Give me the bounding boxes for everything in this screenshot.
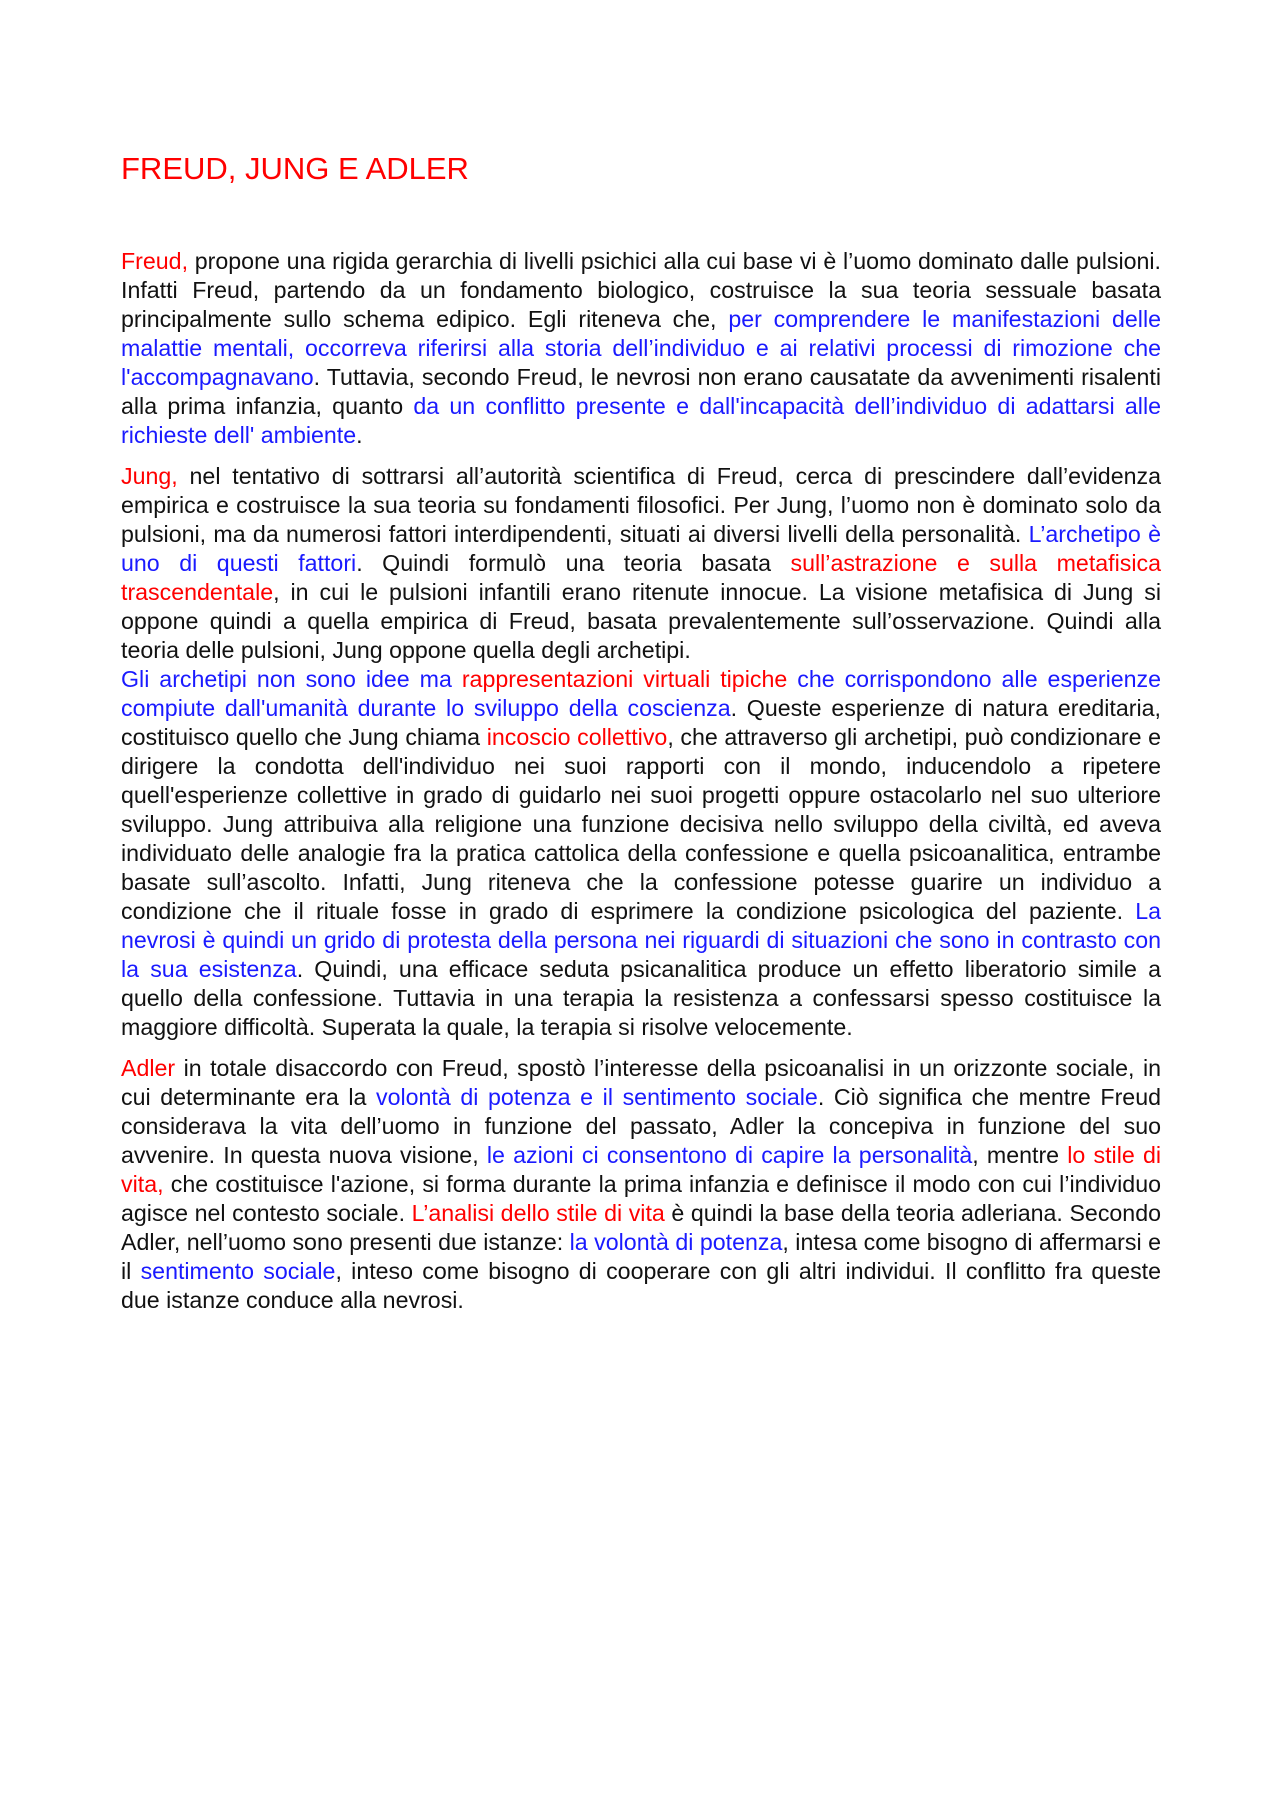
text-segment: rappresentazioni virtuali tipiche bbox=[461, 666, 788, 693]
text-segment: L’archetipo è uno di questi fattori bbox=[121, 521, 1161, 577]
text-segment: incoscio collettivo bbox=[486, 724, 668, 751]
text-segment: . Queste esperienze di natura ereditaria, costituisco quello che Jung chiama bbox=[121, 695, 1161, 751]
document-page bbox=[121, 150, 1161, 1327]
text-segment: propone una rigida gerarchia di livelli psichici alla cui base vi è l’uomo dominato dalle pulsioni. Infatti Freud, partendo da un fondamento biologico, costruisce la sua teoria sessuale basata principalmente sullo schema edipico. Egli riteneva che, bbox=[121, 248, 1161, 333]
text-segment: lo stile di vita, bbox=[121, 1142, 1161, 1198]
paragraph-freud bbox=[121, 247, 1161, 450]
text-segment: Freud, bbox=[121, 248, 189, 275]
text-segment: , intesa come bisogno di affermarsi e il bbox=[121, 1229, 1161, 1285]
paragraph-jung-archetypes bbox=[121, 665, 1161, 1042]
text-segment: , inteso come bisogno di cooperare con gli altri individui. Il conflitto fra queste due istanze conduce alla nevrosi. bbox=[121, 1258, 1161, 1314]
text-segment: , che attraverso gli archetipi, può condizionare e dirigere la condotta dell'individuo nei suoi rapporti con il mondo, inducendolo a ripetere quell'esperienze collettive in grado di guidarlo nei suoi progetti oppure ostacolarlo nel suo ulteriore sviluppo. Jung attribuiva alla religione una funzione decisiva nello sviluppo della civiltà, ed aveva individuato delle analogie fra la pratica cattolica della confessione e quella psicoanalitica, entrambe basate sull’ascolto. Infatti, Jung riteneva che la confessione potesse guarire un individuo a condizione che il rituale fosse in grado di esprimere la condizione psicologica del paziente. bbox=[121, 724, 1162, 925]
text-segment: da un conflitto presente e dall'incapacità dell’individuo di adattarsi alle richieste dell' ambiente bbox=[121, 393, 1161, 449]
text-segment: è quindi la base della teoria adleriana. Secondo Adler, nell’uomo sono presenti due istanze: bbox=[121, 1200, 1161, 1256]
text-segment: nel tentativo di sottrarsi all’autorità scientifica di Freud, cerca di prescindere dall’evidenza empirica e costruisce la sua teoria su fondamenti filosofici. Per Jung, l’uomo non è dominato solo da pulsioni, ma da numerosi fattori interdipendenti, situati ai diversi livelli della personalità. bbox=[121, 463, 1161, 548]
paragraph-adler bbox=[121, 1054, 1161, 1315]
text-segment: , mentre bbox=[972, 1142, 1068, 1169]
text-segment: per comprendere le manifestazioni delle malattie mentali, occorreva riferirsi alla storia dell’individuo e ai relativi processi di rimozione che l'accompagnavano bbox=[121, 306, 1161, 391]
text-segment: che costituisce l'azione, si forma durante la prima infanzia e definisce il modo con cui l’individuo agisce nel contesto sociale. bbox=[121, 1171, 1161, 1227]
paragraph-jung-intro bbox=[121, 462, 1161, 665]
text-segment: sentimento sociale bbox=[140, 1258, 336, 1285]
text-segment: . Quindi formulò una teoria basata bbox=[356, 550, 791, 577]
text-segment: che corrispondono alle esperienze compiute dall'umanità durante lo sviluppo della coscienza bbox=[121, 666, 1161, 722]
text-segment: , in cui le pulsioni infantili erano ritenute innocue. La visione metafisica di Jung si oppone quindi a quella empirica di Freud, basata prevalentemente sull’osservazione. Quindi alla teoria delle pulsioni, Jung oppone quella degli archetipi. bbox=[121, 579, 1161, 664]
text-segment: . Tuttavia, secondo Freud, le nevrosi non erano causatate da avvenimenti risalenti alla prima infanzia, quanto bbox=[121, 364, 1161, 420]
text-segment: Adler bbox=[121, 1055, 176, 1082]
text-segment: Gli archetipi non sono idee ma bbox=[121, 666, 462, 693]
text-segment: volontà di potenza e il sentimento sociale bbox=[376, 1084, 818, 1111]
text-segment: L’analisi dello stile di vita bbox=[411, 1200, 665, 1227]
text-segment: La nevrosi è quindi un grido di protesta della persona nei riguardi di situazioni che sono in contrasto con la sua esistenza bbox=[121, 898, 1161, 983]
text-segment: . Ciò significa che mentre Freud considerava la vita dell’uomo in funzione del passato, Adler la concepiva in funzione del suo avvenire. In questa nuova visione, bbox=[121, 1084, 1161, 1169]
text-segment: sull’astrazione e sulla metafisica trascendentale bbox=[121, 550, 1161, 606]
text-segment: . bbox=[356, 422, 363, 449]
document-title: FREUD, JUNG E ADLER bbox=[121, 151, 469, 186]
text-segment: in totale disaccordo con Freud, spostò l’interesse della psicoanalisi in un orizzonte sociale, in cui determinante era la bbox=[121, 1055, 1161, 1111]
text-segment: le azioni ci consentono di capire la personalità bbox=[486, 1142, 973, 1169]
text-segment: Jung, bbox=[121, 463, 178, 490]
text-segment: . Quindi, una efficace seduta psicanalitica produce un effetto liberatorio simile a quello della confessione. Tuttavia in una terapia la resistenza a confessarsi spesso costituisce la maggiore difficoltà. Superata la quale, la terapia si risolve velocemente. bbox=[121, 956, 1161, 1041]
text-segment: la volontà di potenza bbox=[569, 1229, 783, 1256]
